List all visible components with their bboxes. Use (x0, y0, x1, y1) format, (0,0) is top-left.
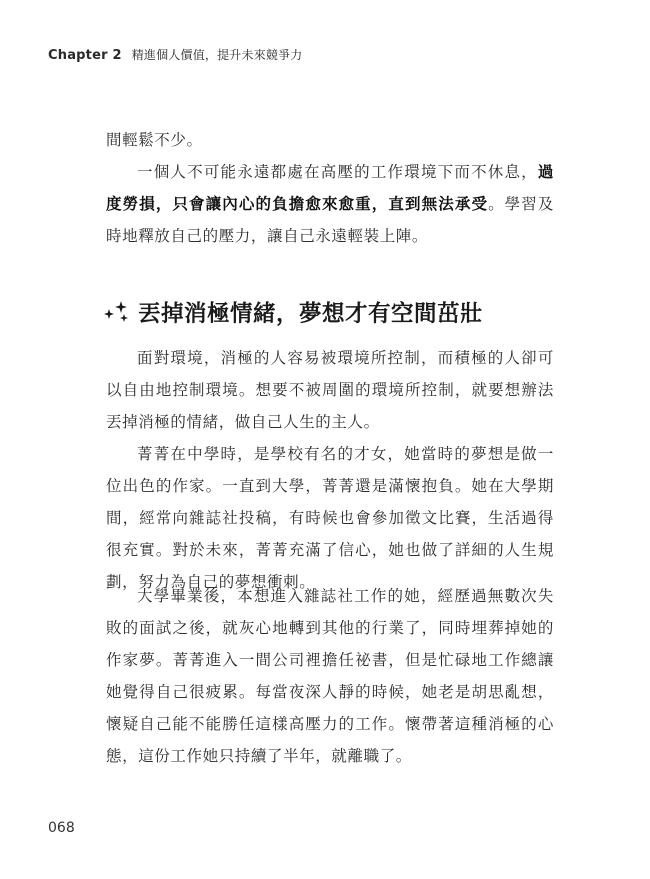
running-head (48, 46, 303, 63)
continuation-paragraph: 間輕鬆不少。 (106, 131, 203, 149)
section-heading (104, 292, 483, 332)
p1-bold-emphasis: 過度勞損，只會讓內心的負擔愈來愈重，直到無法承受 (106, 163, 554, 213)
page-number: 068 (48, 820, 75, 836)
p1-text-start: 一個人不可能永遠都處在高壓的工作環境下而不休息， (137, 163, 538, 181)
sparkle-stars-icon (104, 300, 130, 324)
paragraph-rest-advice (106, 156, 554, 252)
section-title: 丟掉消極情緒，夢想才有空間茁壯 (138, 301, 484, 327)
paragraph-jingjing-school: 菁菁在中學時，是學校有名的才女，她當時的夢想是做一位出色的作家。一直到大學，菁菁還是滿懷抱負。她在大學期間，經常向雜誌社投稿，有時候也會參加徵文比賽，生活過得很充實。對於未來，菁菁充滿了信心，她也做了詳細的人生規劃，努力為自己的夢想衝刺。 (106, 445, 554, 591)
p1-text-end: 。學習及時地釋放自己的壓力，讓自己永遠輕裝上陣。 (106, 195, 554, 245)
chapter-label: Chapter 2 (48, 48, 122, 63)
paragraph-after-graduation: 大學畢業後，本想進入雜誌社工作的她，經歷過無數次失敗的面試之後，就灰心地轉到其他的行業了，同時埋葬掉她的作家夢。菁菁進入一間公司裡擔任祕書，但是忙碌地工作總讓她覺得自己很疲累。每當夜深人靜的時候，她老是胡思亂想，懷疑自己能不能勝任這樣高壓力的工作。懷帶著這種消極的心態，這份工作她只持續了半年，就離職了。 (106, 587, 554, 765)
paragraph-environment: 面對環境，消極的人容易被環境所控制，而積極的人卻可以自由地控制環境。想要不被周圍的環境所控制，就要想辦法丟掉消極的情緒，做自己人生的主人。 (106, 349, 554, 431)
chapter-title: 精進個人價值，提升未來競爭力 (131, 48, 303, 62)
